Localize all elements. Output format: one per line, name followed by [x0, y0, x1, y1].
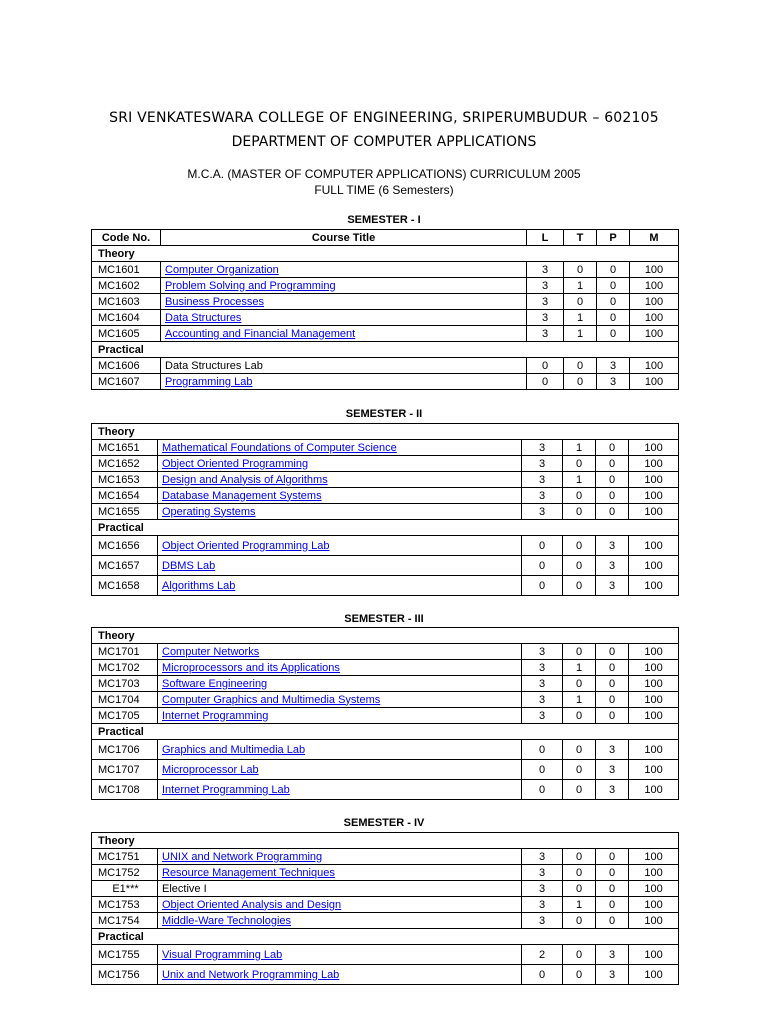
course-code: MC1751	[92, 849, 158, 865]
tutorial-hours: 0	[563, 644, 596, 660]
column-header-t: T	[564, 230, 597, 246]
course-title: Data Structures Lab	[161, 358, 527, 374]
marks: 100	[629, 913, 679, 929]
course-link[interactable]: Business Processes	[165, 295, 265, 308]
course-link[interactable]: Visual Programming Lab	[162, 948, 283, 961]
table-row	[92, 504, 679, 520]
lecture-hours: 2	[522, 945, 563, 965]
course-link[interactable]: Computer Organization	[165, 263, 279, 276]
course-code: MC1756	[92, 965, 158, 985]
semester-2-table	[91, 423, 679, 596]
semester-4-table	[91, 832, 679, 985]
tutorial-hours: 1	[564, 326, 597, 342]
course-link[interactable]: Object Oriented Analysis and Design	[162, 898, 342, 911]
table-header-row	[92, 230, 679, 246]
marks: 100	[629, 660, 679, 676]
course-title: Elective I	[158, 881, 522, 897]
lecture-hours: 0	[522, 576, 563, 596]
table-row	[92, 374, 679, 390]
marks: 100	[629, 472, 679, 488]
practical-hours: 0	[596, 644, 629, 660]
course-code: MC1754	[92, 913, 158, 929]
semester-4-title: SEMESTER - IV	[343, 817, 425, 829]
course-link[interactable]: UNIX and Network Programming	[162, 850, 323, 863]
table-row	[92, 488, 679, 504]
marks: 100	[630, 278, 679, 294]
course-code: MC1755	[92, 945, 158, 965]
tutorial-hours: 0	[563, 708, 596, 724]
tutorial-hours: 1	[563, 472, 596, 488]
table-row	[92, 472, 679, 488]
section-practical: Practical	[92, 929, 679, 945]
course-link[interactable]: Accounting and Financial Management	[165, 327, 356, 340]
tutorial-hours: 0	[563, 881, 596, 897]
practical-hours: 3	[596, 945, 629, 965]
column-header-title: Course Title	[161, 230, 527, 246]
course-code: MC1601	[92, 262, 161, 278]
marks: 100	[629, 536, 679, 556]
semester-1-table	[91, 229, 679, 390]
marks: 100	[629, 740, 679, 760]
marks: 100	[630, 374, 679, 390]
course-code: MC1702	[92, 660, 158, 676]
tutorial-hours: 0	[563, 913, 596, 929]
lecture-hours: 0	[522, 965, 563, 985]
course-code: MC1604	[92, 310, 161, 326]
course-code: MC1706	[92, 740, 158, 760]
table-row	[92, 660, 679, 676]
marks: 100	[629, 488, 679, 504]
tutorial-hours: 1	[563, 440, 596, 456]
course-code: MC1606	[92, 358, 161, 374]
tutorial-hours: 0	[563, 965, 596, 985]
semester-3-table	[91, 627, 679, 800]
practical-hours: 3	[596, 780, 629, 800]
semester-1-title: SEMESTER - I	[347, 214, 421, 226]
course-link[interactable]: Algorithms Lab	[162, 579, 236, 592]
tutorial-hours: 0	[563, 760, 596, 780]
lecture-hours: 0	[527, 374, 564, 390]
practical-hours: 0	[596, 676, 629, 692]
tutorial-hours: 0	[563, 556, 596, 576]
section-practical: Practical	[92, 342, 679, 358]
course-code: MC1703	[92, 676, 158, 692]
course-code: E1***	[92, 881, 158, 897]
tutorial-hours: 0	[563, 576, 596, 596]
table-row	[92, 897, 679, 913]
course-link[interactable]: Software Engineering	[162, 677, 268, 690]
lecture-hours: 3	[522, 913, 563, 929]
course-link[interactable]: Programming Lab	[165, 375, 253, 388]
course-link[interactable]: Middle-Ware Technologies	[162, 914, 292, 927]
table-row	[92, 556, 679, 576]
marks: 100	[630, 358, 679, 374]
practical-hours: 0	[596, 692, 629, 708]
program-mode: FULL TIME (6 Semesters)	[314, 183, 454, 197]
practical-hours: 0	[596, 849, 629, 865]
practical-hours: 0	[597, 278, 630, 294]
section-practical: Practical	[92, 520, 679, 536]
course-code: MC1708	[92, 780, 158, 800]
tutorial-hours: 0	[564, 374, 597, 390]
lecture-hours: 3	[522, 644, 563, 660]
course-link[interactable]: Resource Management Techniques	[162, 866, 335, 879]
tutorial-hours: 0	[563, 488, 596, 504]
table-row	[92, 780, 679, 800]
course-code: MC1603	[92, 294, 161, 310]
table-row	[92, 440, 679, 456]
practical-hours: 0	[597, 294, 630, 310]
course-link[interactable]: Problem Solving and Programming	[165, 279, 336, 292]
course-link[interactable]: Database Management Systems	[162, 489, 322, 502]
course-code: MC1752	[92, 865, 158, 881]
marks: 100	[629, 644, 679, 660]
tutorial-hours: 1	[564, 278, 597, 294]
table-row	[92, 644, 679, 660]
tutorial-hours: 1	[563, 692, 596, 708]
course-code: MC1607	[92, 374, 161, 390]
practical-hours: 0	[596, 881, 629, 897]
course-code: MC1652	[92, 456, 158, 472]
practical-hours: 0	[596, 865, 629, 881]
table-row	[92, 576, 679, 596]
lecture-hours: 3	[522, 692, 563, 708]
table-row	[92, 740, 679, 760]
course-code: MC1605	[92, 326, 161, 342]
lecture-hours: 3	[522, 897, 563, 913]
lecture-hours: 3	[522, 865, 563, 881]
table-row	[92, 913, 679, 929]
curriculum-title: M.C.A. (MASTER OF COMPUTER APPLICATIONS) CURRICULUM 2005	[187, 167, 581, 181]
course-link[interactable]: Graphics and Multimedia Lab	[162, 743, 306, 756]
table-row	[92, 294, 679, 310]
marks: 100	[629, 576, 679, 596]
section-theory: Theory	[92, 424, 679, 440]
practical-hours: 0	[596, 488, 629, 504]
lecture-hours: 0	[522, 536, 563, 556]
marks: 100	[629, 556, 679, 576]
course-link[interactable]: Computer Networks	[162, 645, 260, 658]
course-link[interactable]: Microprocessor Lab	[162, 763, 259, 776]
course-link[interactable]: Operating Systems	[162, 505, 256, 518]
marks: 100	[629, 881, 679, 897]
practical-hours: 0	[596, 660, 629, 676]
column-header-code: Code No.	[92, 230, 161, 246]
lecture-hours: 3	[527, 278, 564, 294]
practical-hours: 0	[596, 708, 629, 724]
course-link[interactable]: Internet Programming Lab	[162, 783, 290, 796]
marks: 100	[629, 897, 679, 913]
tutorial-hours: 1	[563, 660, 596, 676]
marks: 100	[630, 310, 679, 326]
tutorial-hours: 1	[563, 897, 596, 913]
section-practical: Practical	[92, 724, 679, 740]
course-link[interactable]: Design and Analysis of Algorithms	[162, 473, 328, 486]
marks: 100	[629, 780, 679, 800]
table-row	[92, 945, 679, 965]
table-row	[92, 310, 679, 326]
tutorial-hours: 0	[563, 865, 596, 881]
marks: 100	[629, 456, 679, 472]
course-code: MC1705	[92, 708, 158, 724]
course-code: MC1701	[92, 644, 158, 660]
table-row	[92, 262, 679, 278]
marks: 100	[629, 440, 679, 456]
practical-hours: 3	[596, 760, 629, 780]
lecture-hours: 3	[527, 294, 564, 310]
course-code: MC1658	[92, 576, 158, 596]
practical-hours: 0	[596, 456, 629, 472]
lecture-hours: 3	[522, 440, 563, 456]
course-code: MC1657	[92, 556, 158, 576]
course-link[interactable]: Object Oriented Programming	[162, 457, 309, 470]
marks: 100	[629, 849, 679, 865]
practical-hours: 0	[597, 326, 630, 342]
practical-hours: 0	[596, 472, 629, 488]
course-link[interactable]: Internet Programming	[162, 709, 269, 722]
tutorial-hours: 1	[564, 310, 597, 326]
college-title: SRI VENKATESWARA COLLEGE OF ENGINEERING, SRIPERUMBUDUR – 602105	[109, 110, 659, 126]
tutorial-hours: 0	[563, 676, 596, 692]
course-code: MC1704	[92, 692, 158, 708]
course-code: MC1653	[92, 472, 158, 488]
lecture-hours: 3	[522, 488, 563, 504]
lecture-hours: 0	[522, 740, 563, 760]
practical-hours: 3	[596, 536, 629, 556]
lecture-hours: 3	[527, 326, 564, 342]
tutorial-hours: 0	[563, 945, 596, 965]
course-code: MC1707	[92, 760, 158, 780]
marks: 100	[629, 760, 679, 780]
table-row	[92, 326, 679, 342]
table-row	[92, 865, 679, 881]
tutorial-hours: 0	[564, 358, 597, 374]
table-row	[92, 881, 679, 897]
marks: 100	[629, 504, 679, 520]
table-row	[92, 849, 679, 865]
practical-hours: 3	[597, 358, 630, 374]
practical-hours: 0	[596, 504, 629, 520]
lecture-hours: 3	[527, 262, 564, 278]
lecture-hours: 0	[522, 780, 563, 800]
lecture-hours: 0	[522, 556, 563, 576]
department-title: DEPARTMENT OF COMPUTER APPLICATIONS	[231, 134, 537, 150]
lecture-hours: 0	[522, 760, 563, 780]
section-theory: Theory	[92, 833, 679, 849]
semester-2-title: SEMESTER - II	[345, 408, 423, 420]
table-row	[92, 965, 679, 985]
tutorial-hours: 0	[563, 456, 596, 472]
practical-hours: 3	[596, 740, 629, 760]
marks: 100	[629, 676, 679, 692]
course-link[interactable]: Data Structures	[165, 311, 242, 324]
course-link[interactable]: Mathematical Foundations of Computer Science	[162, 441, 397, 454]
table-row	[92, 692, 679, 708]
tutorial-hours: 0	[564, 294, 597, 310]
table-row	[92, 278, 679, 294]
practical-hours: 0	[596, 897, 629, 913]
semester-3-title: SEMESTER - III	[344, 613, 424, 625]
marks: 100	[629, 692, 679, 708]
marks: 100	[629, 708, 679, 724]
lecture-hours: 3	[522, 881, 563, 897]
lecture-hours: 3	[522, 676, 563, 692]
course-code: MC1753	[92, 897, 158, 913]
table-row	[92, 456, 679, 472]
lecture-hours: 3	[522, 472, 563, 488]
course-link[interactable]: Object Oriented Programming Lab	[162, 539, 330, 552]
lecture-hours: 3	[522, 660, 563, 676]
section-theory: Theory	[92, 246, 679, 262]
lecture-hours: 3	[522, 849, 563, 865]
lecture-hours: 3	[522, 708, 563, 724]
column-header-l: L	[527, 230, 564, 246]
practical-hours: 3	[597, 374, 630, 390]
tutorial-hours: 0	[564, 262, 597, 278]
practical-hours: 0	[596, 913, 629, 929]
practical-hours: 0	[597, 262, 630, 278]
course-link[interactable]: Microprocessors and its Applications	[162, 661, 340, 674]
lecture-hours: 3	[522, 456, 563, 472]
column-header-p: P	[597, 230, 630, 246]
marks: 100	[630, 294, 679, 310]
marks: 100	[629, 865, 679, 881]
course-code: MC1602	[92, 278, 161, 294]
lecture-hours: 3	[527, 310, 564, 326]
practical-hours: 3	[596, 556, 629, 576]
marks: 100	[630, 262, 679, 278]
marks: 100	[630, 326, 679, 342]
marks: 100	[629, 965, 679, 985]
tutorial-hours: 0	[563, 849, 596, 865]
section-theory: Theory	[92, 628, 679, 644]
column-header-m: M	[630, 230, 679, 246]
tutorial-hours: 0	[563, 740, 596, 760]
practical-hours: 3	[596, 965, 629, 985]
lecture-hours: 3	[522, 504, 563, 520]
table-row	[92, 676, 679, 692]
marks: 100	[629, 945, 679, 965]
practical-hours: 0	[596, 440, 629, 456]
table-row	[92, 708, 679, 724]
table-row	[92, 760, 679, 780]
course-link[interactable]: Computer Graphics and Multimedia Systems	[162, 693, 381, 706]
course-code: MC1656	[92, 536, 158, 556]
lecture-hours: 0	[527, 358, 564, 374]
table-row	[92, 358, 679, 374]
course-code: MC1651	[92, 440, 158, 456]
table-row	[92, 536, 679, 556]
tutorial-hours: 0	[563, 536, 596, 556]
course-code: MC1655	[92, 504, 158, 520]
tutorial-hours: 0	[563, 504, 596, 520]
practical-hours: 3	[596, 576, 629, 596]
tutorial-hours: 0	[563, 780, 596, 800]
course-link[interactable]: DBMS Lab	[162, 559, 216, 572]
course-link[interactable]: Unix and Network Programming Lab	[162, 968, 340, 981]
course-code: MC1654	[92, 488, 158, 504]
practical-hours: 0	[597, 310, 630, 326]
